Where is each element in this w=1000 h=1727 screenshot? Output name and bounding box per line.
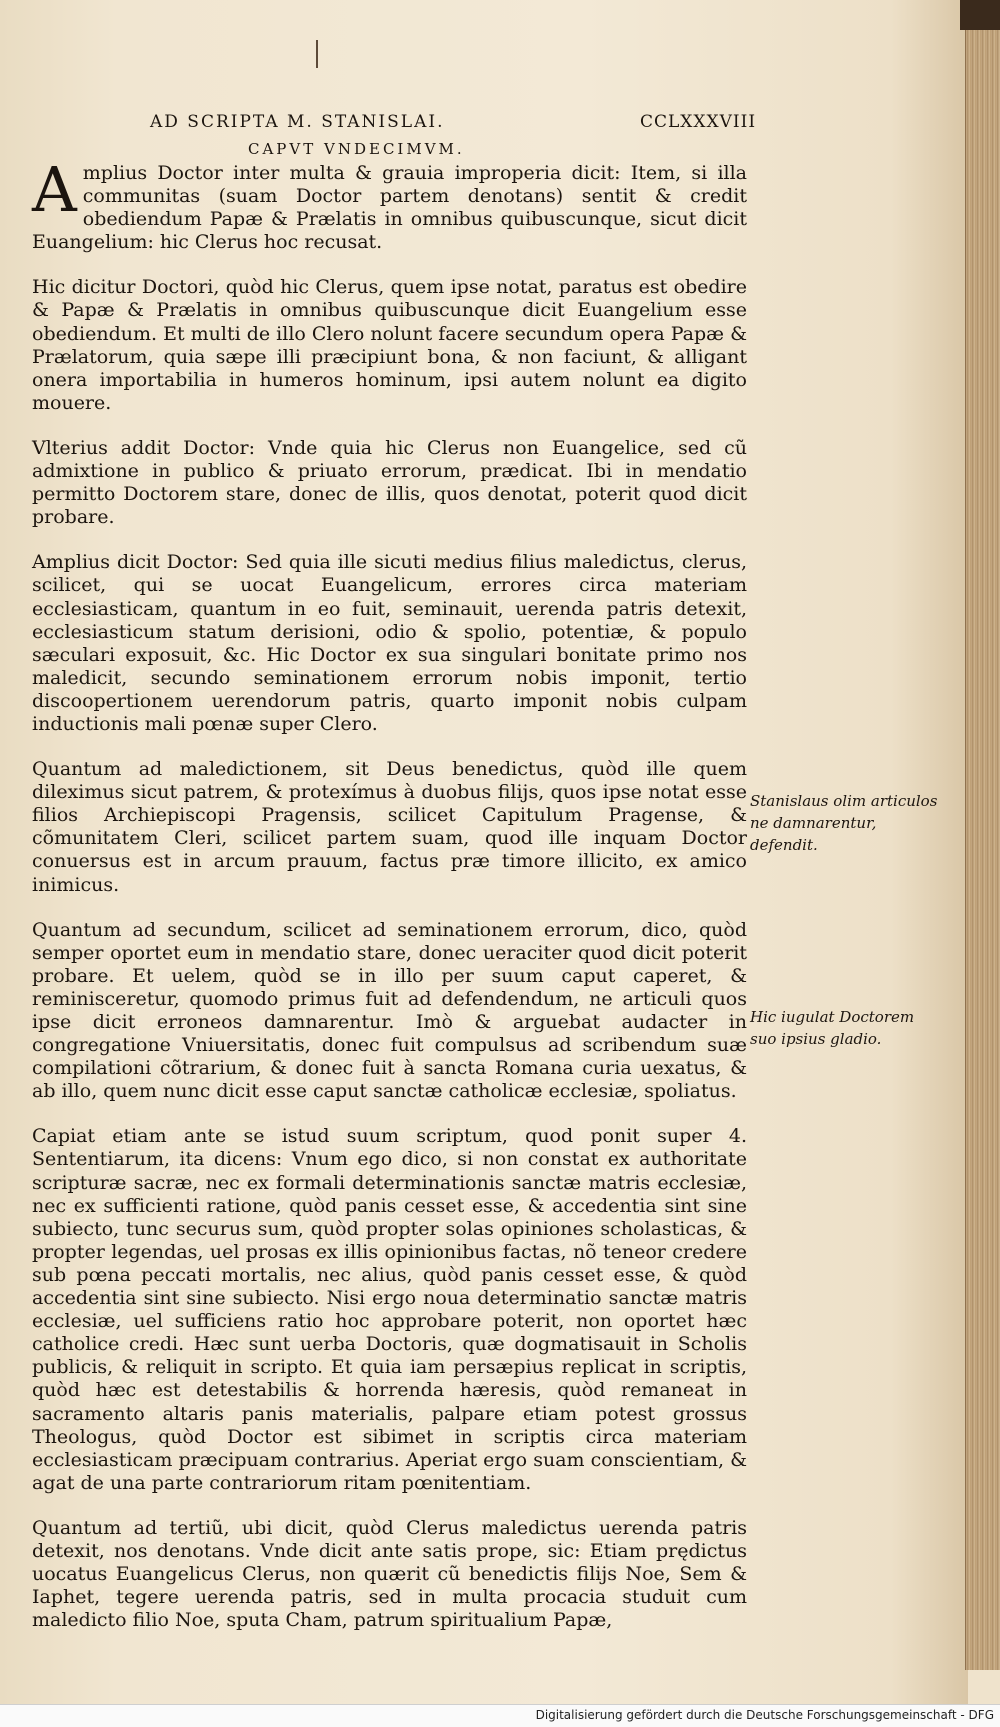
body-text — [32, 153, 747, 1654]
running-title: AD SCRIPTA M. STANISLAI. — [150, 112, 445, 132]
funding-credit: Digitalisierung gefördert durch die Deutsche Forschungsgemeinschaft - DFG — [535, 1708, 994, 1722]
paragraph: Quantum ad secundum, scilicet ad seminationem errorum, dico, quòd semper oportet eum in mendatio stare, donec ueraciter quod dicit poterit probare. Et uelem, quòd se in illo per suum caput caperet, & reminisceretur, quomodo primus fuit ad defendendum, ne articuli quos ipse dicit erroneos damnarentur. Imò & arguebat audacter in congregatione Vniuersitatis, donec fuit compulsus ad scribendum suæ compilationi cõtrarium, & donec fuit à sancta Romana curia uexatus, & ab illo, quem nunc dicit esse caput sanctæ catholicæ ecclesiæ, spoliatus. — [32, 918, 747, 1103]
chapter-title: CAPVT VNDECIMVM. — [248, 140, 465, 158]
book-edge-shadow — [960, 0, 1000, 30]
margin-notes — [750, 790, 940, 1200]
paragraph: Capiat etiam ante se istud suum scriptum, quod ponit super 4. Sententiarum, ita dicens: Vnum ego dico, si non constat ex authoritate scripturæ sacræ, nec ex formali determinationis sanctæ matris ecclesiæ, nec ex sufficienti ratione, quòd panis cesset esse, & accedentia sint sine subiecto, tunc securus sum, quòd propter solas opiniones scholasticas, & propter legendas, uel prosas ex illis opinionibus factas, nõ teneor credere sub pœna peccati mortalis, nec alius, quòd panis cesset esse, & quòd accedentia sint sine subiecto. Nisi ergo noua determinatio sanctæ matris ecclesiæ, uel sufficiens ratio hoc approbare poterit, non oportet hæc catholice credi. Hæc sunt uerba Doctoris, quæ dogmatisauit in Scholis publicis, & reliquit in scripto. Et quia iam persæpius replicat in scriptis, quòd hæc est detestabilis & horrenda hæresis, quòd remaneat in sacramento altaris panis materialis, palpare etiam potest grossus Theologus, quòd Doctor est sibimet in scriptis circa materiam ecclesiasticam præcipuam contrarius. Aperiat ergo suam conscientiam, & agat de una parte contrariorum ritam pœnitentiam. — [32, 1125, 747, 1494]
paragraph: Amplius Doctor inter multa & grauia improperia dicit: Item, si illa communitas (suam Doctor partem denotans) sentit & credit obediendum Papæ & Prælatis in omnibus quibuscunque, sicut dicit Euangelium: hic Clerus hoc recusat. — [32, 153, 747, 254]
paragraph: Amplius dicit Doctor: Sed quia ille sicuti medius filius maledictus, clerus, scilicet, qui se uocat Euangelicum, errores circa materiam ecclesiasticam, quantum in eo fuit, seminauit, uerenda patris detexit, ecclesiasticum statum derisioni, odio & spolio, potentiæ, & populo sæculari exposuit, &c. Hic Doctor ex sua singulari bonitate primo nos maledicit, secundo seminationem errorum nobis imponit, tertio discoopertionem uerendorum patris, quarto imponit nobis culpam inductionis mali pœnæ super Clero. — [32, 551, 747, 735]
page-header — [150, 112, 757, 138]
footer-bar — [0, 1704, 1000, 1727]
page-edges — [965, 30, 1000, 1670]
paragraph: Quantum ad tertiũ, ubi dicit, quòd Clerus maledictus uerenda patris detexit, nos denotans. Vnde dicit ante satis prope, sic: Etiam prędictus uocatus Euangelicus Clerus, non quærit cũ benedictis filijs Noe, Sem & Iaphet, tegere uerenda patris, sed in multa procacia studuit cum maledicto filio Noe, sputa Cham, patrum spiritualium Papæ, — [32, 1516, 747, 1632]
paragraph: Hic dicitur Doctori, quòd hic Clerus, quem ipse notat, paratus est obedire & Papæ & Prælatis in omnibus quibuscunque dicit Euangelium esse obediendum. Et multi de illo Clero nolunt facere secundum opera Papæ & Prælatorum, quia sæpe illi præcipiunt bona, & non faciunt, & alligant onera importabilia in humeros hominum, ipsi autem nolunt ea digito mouere. — [32, 276, 747, 414]
margin-note: Hic iugulat Doctorem suo ipsius gladio. — [750, 1008, 915, 1048]
gutter-mark — [316, 40, 318, 68]
paragraph: Vlterius addit Doctor: Vnde quia hic Clerus non Euangelice, sed cũ admixtione in publico & priuato errorum, prædicat. Ibi in mendatio permitto Doctorem stare, donec de illis, quos denotat, poterit quod dicit probare. — [32, 436, 747, 529]
margin-note: Stanislaus olim articulos ne damnarentur, defendit. — [750, 792, 938, 854]
folio-number: CCLXXXVIII — [640, 112, 757, 132]
paragraph: Quantum ad maledictionem, sit Deus benedictus, quòd ille quem dileximus sicut patrem, & protexímus à duobus filijs, quos ipse notat esse filios Archiepiscopi Pragensis, scilicet Capitulum Pragense, & cõmunitatem Cleri, scilicet partem suam, quod ille inquam Doctor conuersus est in arcum prauum, factus præ timore illicito, ex amico inimicus. — [32, 758, 747, 896]
